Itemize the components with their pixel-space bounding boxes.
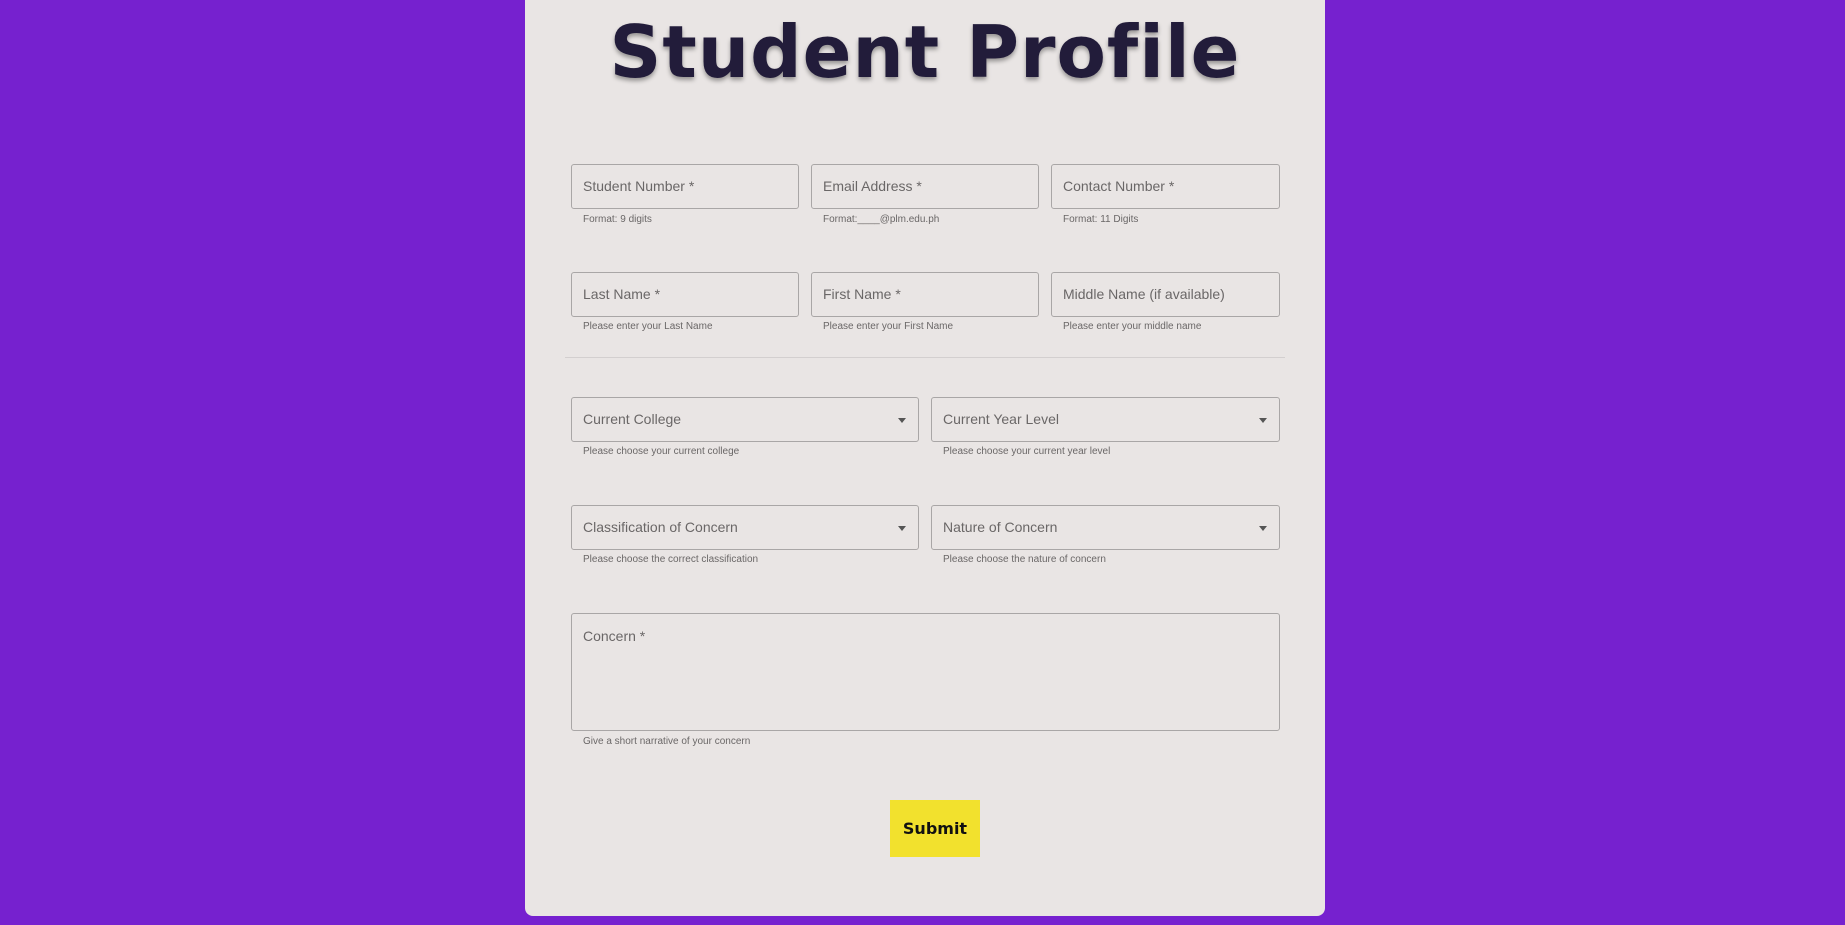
- classification-select[interactable]: [571, 505, 919, 550]
- current-college-select[interactable]: [571, 397, 919, 442]
- current-college-helper: Please choose your current college: [583, 446, 740, 457]
- contact-number-field[interactable]: [1051, 164, 1280, 209]
- current-year-level-select[interactable]: [931, 397, 1280, 442]
- last-name-helper: Please enter your Last Name: [583, 321, 713, 332]
- nature-select[interactable]: [931, 505, 1280, 550]
- current-year-level-label: Current Year Level: [943, 411, 1059, 427]
- email-address-helper: Format:____@plm.edu.ph: [823, 214, 940, 225]
- section-divider: [565, 357, 1285, 358]
- first-name-field[interactable]: [811, 272, 1039, 317]
- nature-helper: Please choose the nature of concern: [943, 554, 1106, 565]
- middle-name-label: Middle Name (if available): [1063, 286, 1225, 302]
- concern-label: Concern *: [583, 628, 646, 644]
- last-name-label: Last Name *: [583, 286, 661, 302]
- chevron-down-icon: [898, 526, 906, 531]
- student-number-label: Student Number *: [583, 178, 695, 194]
- classification-label: Classification of Concern: [583, 519, 738, 535]
- email-address-label: Email Address *: [823, 178, 922, 194]
- first-name-label: First Name *: [823, 286, 901, 302]
- email-address-field[interactable]: [811, 164, 1039, 209]
- first-name-helper: Please enter your First Name: [823, 321, 954, 332]
- chevron-down-icon: [1259, 418, 1267, 423]
- chevron-down-icon: [898, 418, 906, 423]
- middle-name-field[interactable]: [1051, 272, 1280, 317]
- student-profile-card: [525, 0, 1325, 916]
- last-name-field[interactable]: [571, 272, 799, 317]
- nature-label: Nature of Concern: [943, 519, 1058, 535]
- contact-number-label: Contact Number *: [1063, 178, 1175, 194]
- contact-number-helper: Format: 11 Digits: [1063, 214, 1139, 225]
- student-number-field[interactable]: [571, 164, 799, 209]
- page-title: Student Profile: [609, 10, 1241, 94]
- student-number-helper: Format: 9 digits: [583, 214, 652, 225]
- concern-helper: Give a short narrative of your concern: [583, 736, 751, 747]
- concern-textarea[interactable]: [571, 613, 1280, 731]
- middle-name-helper: Please enter your middle name: [1063, 321, 1202, 332]
- current-year-level-helper: Please choose your current year level: [943, 446, 1111, 457]
- chevron-down-icon: [1259, 526, 1267, 531]
- classification-helper: Please choose the correct classification: [583, 554, 759, 565]
- submit-button[interactable]: Submit: [890, 800, 980, 857]
- current-college-label: Current College: [583, 411, 682, 427]
